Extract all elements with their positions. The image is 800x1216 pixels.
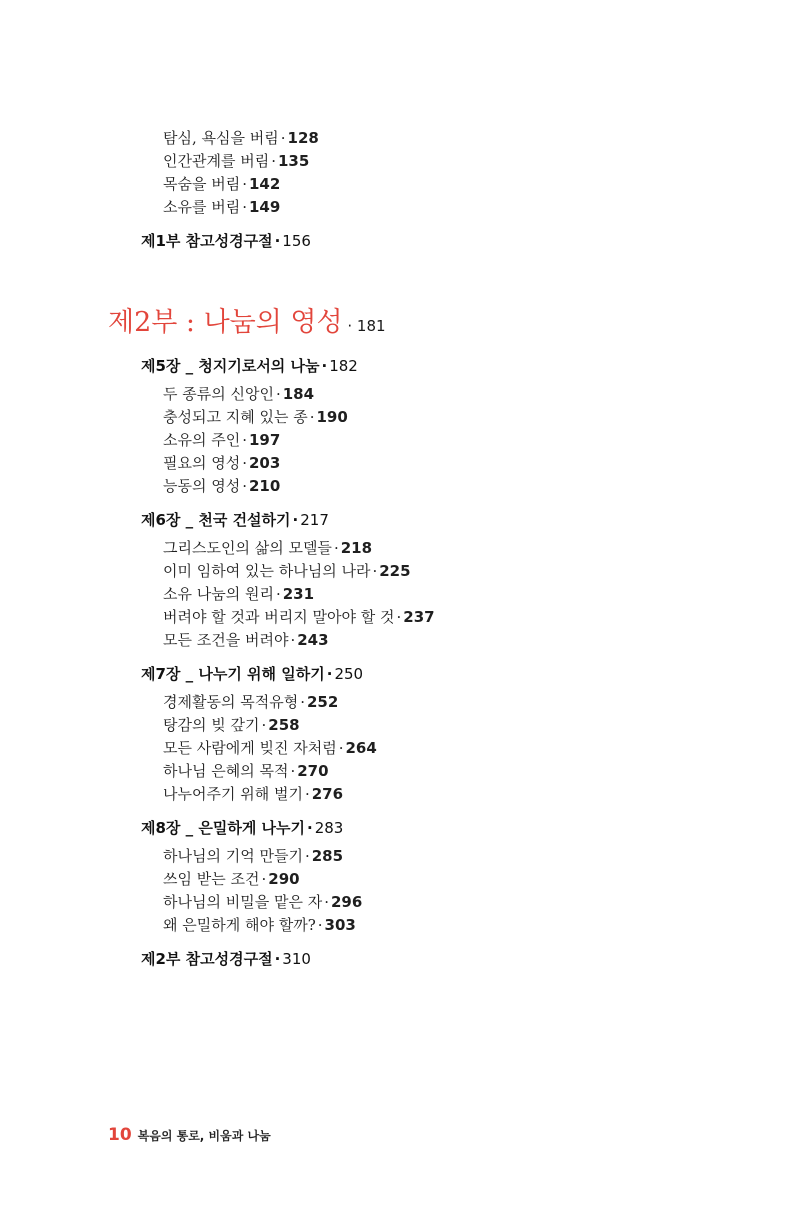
toc-entry[interactable]: 소유를 버림 · 149 bbox=[163, 198, 281, 216]
reference-page: 310 bbox=[282, 950, 311, 968]
chapter-heading[interactable]: 제6장 _ 천국 건설하기 · 217 bbox=[141, 511, 329, 529]
toc-entry[interactable]: 두 종류의 신앙인 · 184 bbox=[163, 385, 315, 403]
entry-title: 쓰임 받는 조건 bbox=[163, 870, 260, 888]
entry-page: 190 bbox=[316, 408, 348, 426]
entry-title: 왜 은밀하게 해야 할까? bbox=[163, 916, 316, 934]
toc-entry[interactable]: 소유의 주인 · 197 bbox=[163, 431, 281, 449]
entry-title: 하나님의 비밀을 맡은 자 bbox=[163, 893, 323, 911]
entry-page: 225 bbox=[379, 562, 411, 580]
entry-page: 128 bbox=[287, 129, 319, 147]
entry-page: 276 bbox=[311, 785, 344, 803]
entry-page: 296 bbox=[331, 893, 363, 911]
entry-page: 142 bbox=[249, 175, 281, 193]
entry-title: 버려야 할 것과 버리지 말아야 할 것 bbox=[163, 608, 395, 626]
toc-entry[interactable]: 능동의 영성 · 210 bbox=[163, 477, 281, 495]
toc-entry[interactable]: 왜 은밀하게 해야 할까? · 303 bbox=[163, 916, 356, 934]
entry-page: 231 bbox=[282, 585, 315, 603]
entry-title: 필요의 영성 bbox=[163, 454, 241, 472]
toc-entry[interactable]: 하나님의 기억 만들기 · 285 bbox=[163, 847, 344, 865]
chapter-page: 250 bbox=[334, 665, 364, 683]
toc-entry[interactable]: 필요의 영성 · 203 bbox=[163, 454, 281, 472]
toc-entry[interactable]: 경제활동의 목적유형 · 252 bbox=[163, 693, 339, 711]
toc-entry[interactable]: 탐심, 욕심을 버림 · 128 bbox=[163, 129, 319, 147]
part2-title[interactable]: 제2부 : 나눔의 영성 · 181 bbox=[108, 307, 386, 338]
chapter-heading[interactable]: 제7장 _ 나누기 위해 일하기 · 250 bbox=[141, 665, 364, 683]
toc-entry[interactable]: 나누어주기 위해 벌기 · 276 bbox=[163, 785, 344, 803]
part-title-text: 제2부 : 나눔의 영성 bbox=[108, 307, 343, 338]
toc-entry[interactable]: 목숨을 버림 · 142 bbox=[163, 175, 281, 193]
entry-title: 이미 임하여 있는 하나님의 나라 bbox=[163, 562, 371, 580]
toc-entry[interactable]: 인간관계를 버림 · 135 bbox=[163, 152, 310, 170]
chapter-heading[interactable]: 제5장 _ 청지기로서의 나눔 · 182 bbox=[141, 357, 358, 375]
toc-entry[interactable]: 탕감의 빚 갚기 · 258 bbox=[163, 716, 300, 734]
chapter-heading[interactable]: 제8장 _ 은밀하게 나누기 · 283 bbox=[141, 819, 344, 837]
entry-title: 경제활동의 목적유형 bbox=[163, 693, 299, 711]
toc-entry[interactable]: 이미 임하여 있는 하나님의 나라 · 225 bbox=[163, 562, 411, 580]
entry-title: 탐심, 욕심을 버림 bbox=[163, 129, 279, 147]
entry-title: 소유의 주인 bbox=[163, 431, 241, 449]
entry-page: 218 bbox=[340, 539, 373, 557]
entry-page: 210 bbox=[249, 477, 281, 495]
running-title: 복음의 통로, 비움과 나눔 bbox=[137, 1129, 271, 1143]
entry-page: 237 bbox=[403, 608, 435, 626]
entry-page: 258 bbox=[268, 716, 300, 734]
part-title-page: 181 bbox=[356, 317, 386, 335]
entry-page: 303 bbox=[324, 916, 356, 934]
entry-title: 탕감의 빚 갚기 bbox=[163, 716, 260, 734]
toc-entry[interactable]: 충성되고 지혜 있는 종 · 190 bbox=[163, 408, 348, 426]
chapter-page: 217 bbox=[300, 511, 329, 529]
entry-page: 203 bbox=[249, 454, 281, 472]
entry-title: 소유를 버림 bbox=[163, 198, 241, 216]
toc-entry[interactable]: 소유 나눔의 원리 · 231 bbox=[163, 585, 315, 603]
entry-page: 252 bbox=[306, 693, 339, 711]
entry-title: 나누어주기 위해 벌기 bbox=[163, 785, 303, 803]
entry-title: 모든 조건을 버려야 bbox=[163, 631, 289, 649]
reference-page: 156 bbox=[282, 232, 311, 250]
chapter-title: 제8장 _ 은밀하게 나누기 bbox=[141, 819, 306, 837]
entry-page: 149 bbox=[249, 198, 281, 216]
toc-entry[interactable]: 쓰임 받는 조건 · 290 bbox=[163, 870, 300, 888]
toc-entry[interactable]: 하나님 은혜의 목적 · 270 bbox=[163, 762, 329, 780]
entry-page: 197 bbox=[249, 431, 281, 449]
toc-entry[interactable]: 버려야 할 것과 버리지 말아야 할 것 · 237 bbox=[163, 608, 435, 626]
entry-page: 290 bbox=[268, 870, 300, 888]
entry-page: 135 bbox=[277, 152, 310, 170]
reference-title: 제1부 참고성경구절 bbox=[141, 232, 273, 250]
page-footer bbox=[108, 1125, 271, 1145]
part2-reference[interactable]: 제2부 참고성경구절 · 310 bbox=[141, 950, 311, 968]
entry-title: 인간관계를 버림 bbox=[163, 152, 270, 170]
page-number: 10 bbox=[108, 1125, 132, 1145]
chapter-title: 제6장 _ 천국 건설하기 bbox=[141, 511, 291, 529]
entry-title: 능동의 영성 bbox=[163, 477, 241, 495]
entry-page: 243 bbox=[297, 631, 329, 649]
entry-page: 184 bbox=[282, 385, 315, 403]
entry-title: 소유 나눔의 원리 bbox=[163, 585, 274, 603]
toc-entry[interactable]: 하나님의 비밀을 맡은 자 · 296 bbox=[163, 893, 363, 911]
entry-page: 285 bbox=[311, 847, 344, 865]
entry-title: 목숨을 버림 bbox=[163, 175, 241, 193]
entry-title: 하나님의 기억 만들기 bbox=[163, 847, 303, 865]
chapter-title: 제5장 _ 청지기로서의 나눔 bbox=[141, 357, 320, 375]
chapter-page: 283 bbox=[314, 819, 344, 837]
entry-title: 하나님 은혜의 목적 bbox=[163, 762, 289, 780]
entry-title: 충성되고 지혜 있는 종 bbox=[163, 408, 308, 426]
entry-page: 264 bbox=[345, 739, 377, 757]
toc-entry[interactable]: 모든 사람에게 빚진 자처럼 · 264 bbox=[163, 739, 377, 757]
chapter-title: 제7장 _ 나누기 위해 일하기 bbox=[141, 665, 325, 683]
reference-title: 제2부 참고성경구절 bbox=[141, 950, 273, 968]
entry-title: 그리스도인의 삶의 모델들 bbox=[163, 539, 332, 557]
toc-entry[interactable]: 모든 조건을 버려야 · 243 bbox=[163, 631, 329, 649]
entry-title: 모든 사람에게 빚진 자처럼 bbox=[163, 739, 337, 757]
entry-page: 270 bbox=[297, 762, 329, 780]
part1-reference[interactable]: 제1부 참고성경구절 · 156 bbox=[141, 232, 311, 250]
entry-title: 두 종류의 신앙인 bbox=[163, 385, 274, 403]
toc-entry[interactable]: 그리스도인의 삶의 모델들 · 218 bbox=[163, 539, 373, 557]
chapter-page: 182 bbox=[329, 357, 358, 375]
